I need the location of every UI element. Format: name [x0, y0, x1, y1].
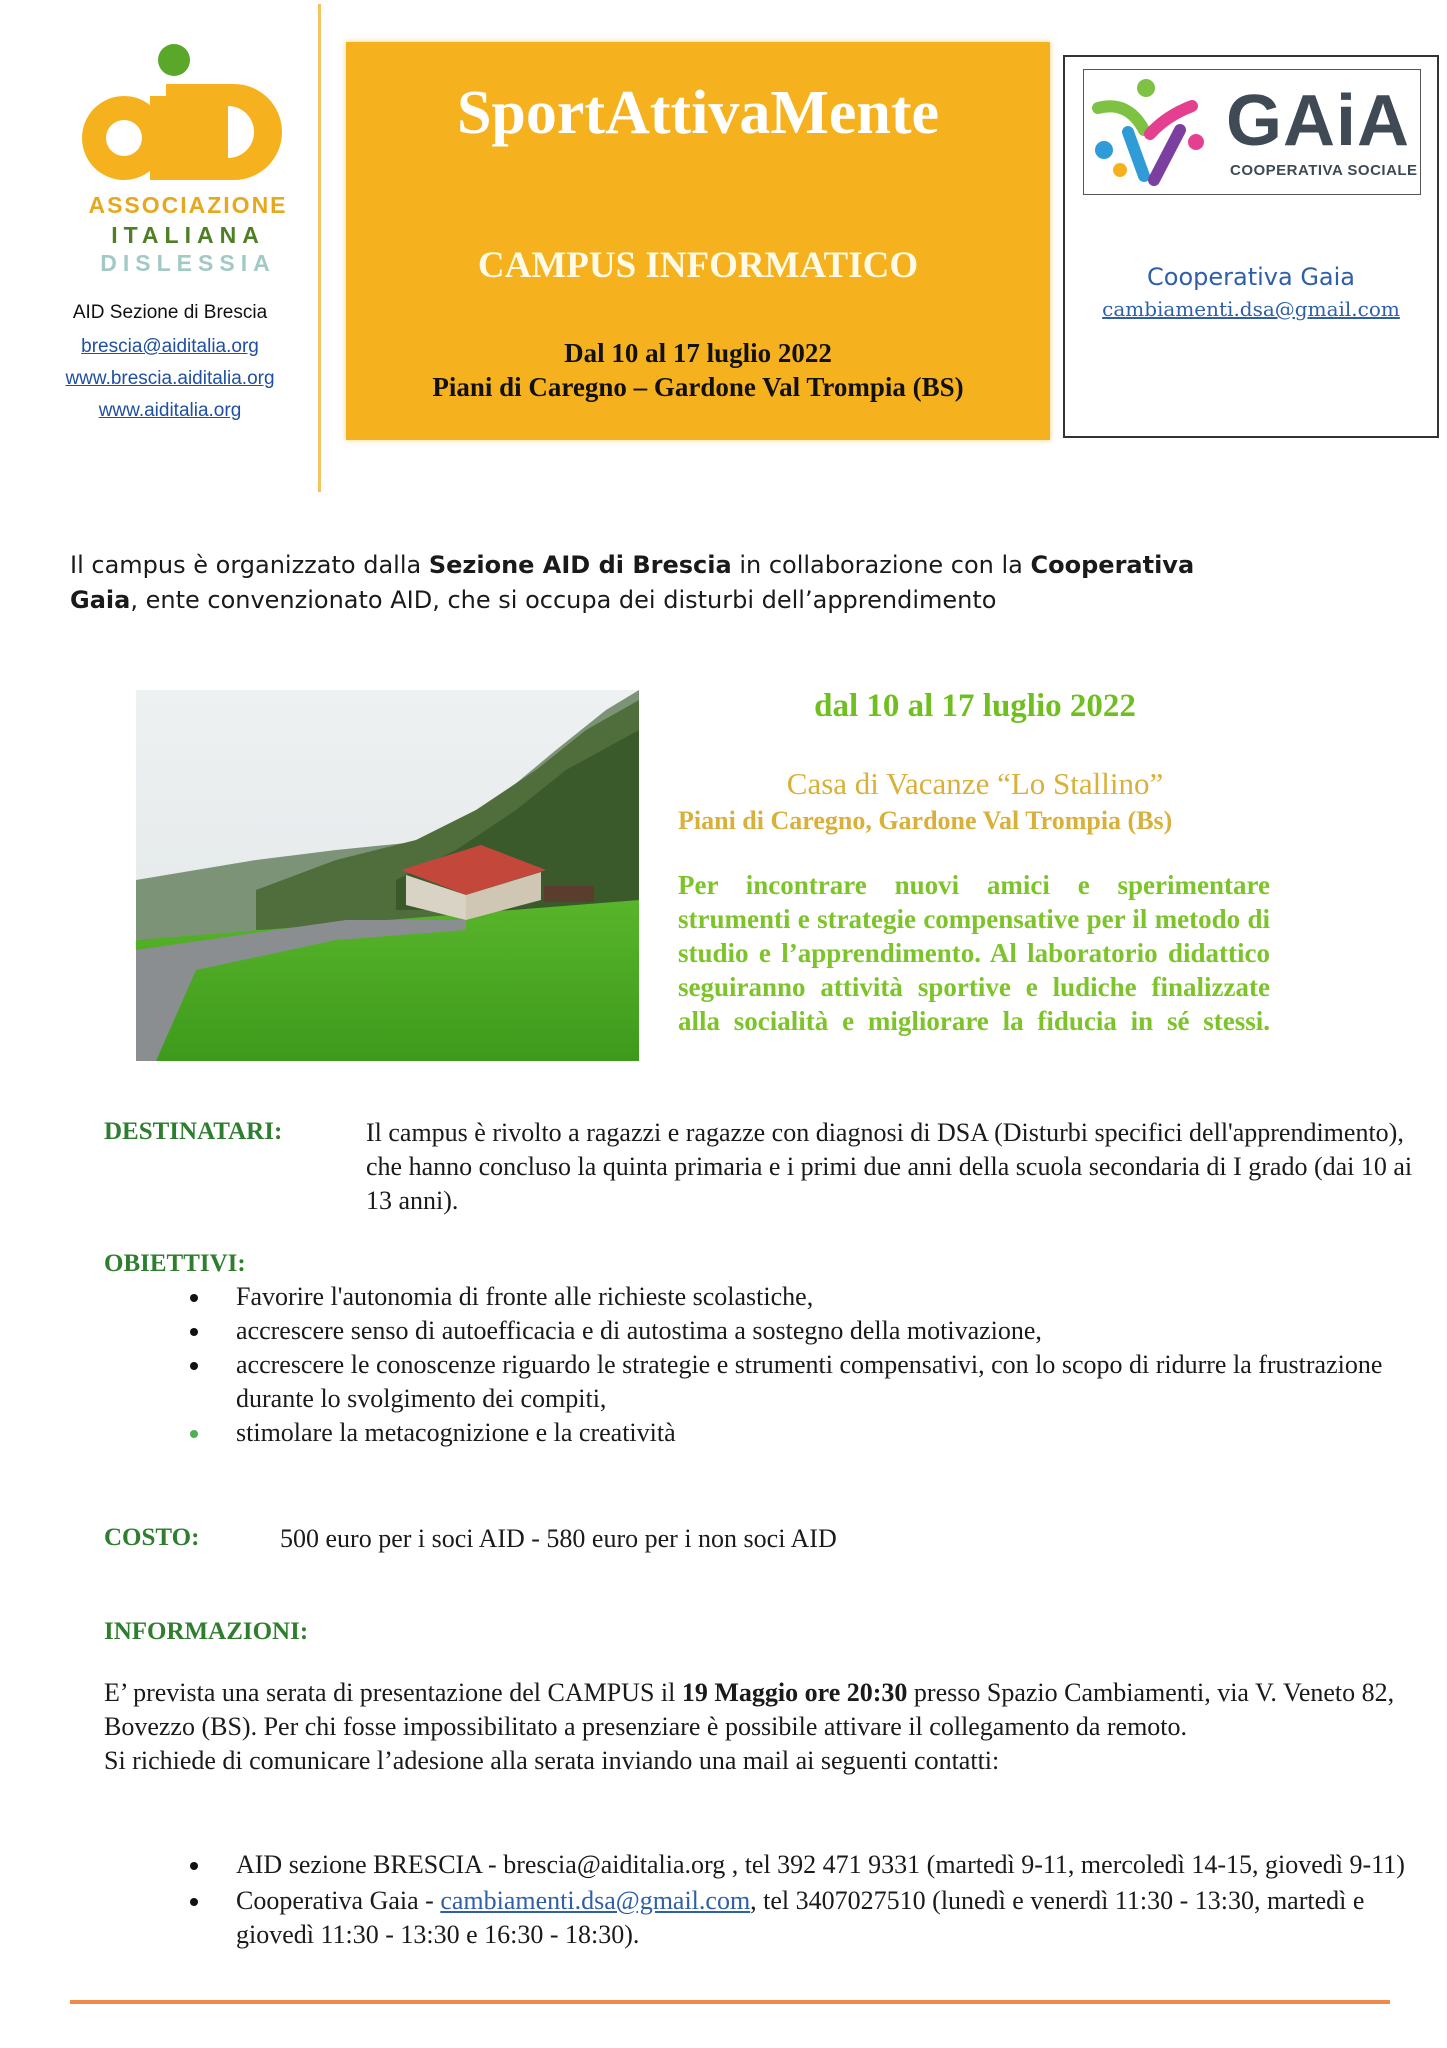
gaia-box: [1063, 55, 1439, 438]
destinatari-text: Il campus è rivolto a ragazzi e ragazze con diagnosi di DSA (Disturbi specifici dell'apprendimento), che hanno concluso la quinta primaria e i primi due anni della scuola secondaria di I grado (dai 10 ai 13 anni).: [366, 1118, 1413, 1215]
obiettivo-text: stimolare la metacognizione e la creatività: [236, 1418, 676, 1447]
costo-label: COSTO:: [104, 1524, 200, 1551]
info-text-2: presso Spazio Cambiamenti, via V. Veneto 82, Bovezzo (BS). Per chi fosse impossibilitato a presenziare è possibile attivare il collegamento da remoto.: [104, 1678, 1395, 1741]
intro-bold-cooperativa: Cooperativa: [1030, 551, 1195, 579]
list-item: [190, 1884, 1430, 1952]
bullet-icon: [190, 1294, 198, 1302]
intro-text-1: Il campus è organizzato dalla: [70, 551, 429, 579]
aid-site-link[interactable]: www.aiditalia.org: [98, 400, 242, 421]
intro-bold-gaia: Gaia: [70, 586, 131, 614]
banner-dates: Dal 10 al 17 luglio 2022: [564, 338, 832, 368]
obiettivi-label: OBIETTIVI:: [104, 1250, 246, 1277]
event-venue: Casa di Vacanze “Lo Stallino”: [786, 766, 1164, 801]
obiettivi-list: [190, 1280, 1390, 1450]
gaia-logo-mark: [1088, 72, 1218, 192]
banner-subtitle: CAMPUS INFORMATICO: [477, 245, 919, 286]
vertical-divider: [318, 4, 321, 492]
campus-photo-image: [136, 690, 639, 1061]
event-place: Piani di Caregno, Gardone Val Trompia (Bs): [678, 806, 1173, 835]
bullet-icon: [190, 1430, 198, 1438]
aid-brescia-site-link[interactable]: www.brescia.aiditalia.org: [65, 368, 275, 389]
aid-logo-word-dislessia: DISLESSIA: [100, 250, 276, 276]
intro-text-3: , ente convenzionato AID, che si occupa dei disturbi dell’apprendimento: [130, 586, 997, 614]
intro-paragraph: [70, 548, 1270, 618]
title-banner: [346, 42, 1050, 440]
list-item: [190, 1280, 1390, 1314]
contact-list: [190, 1848, 1430, 1952]
list-item: [190, 1314, 1390, 1348]
informazioni-label: INFORMAZIONI:: [104, 1618, 309, 1645]
gaia-logo-name: GAiA: [1226, 81, 1410, 161]
info-request-text: Si richiede di comunicare l’adesione alla serata inviando una mail ai seguenti contatti:: [104, 1746, 1000, 1775]
bullet-icon: [190, 1862, 198, 1870]
campus-photo: [136, 690, 639, 1061]
list-item: [190, 1848, 1430, 1882]
contact-gaia-email-link[interactable]: cambiamenti.dsa@gmail.com: [440, 1886, 751, 1915]
aid-email-link[interactable]: brescia@aiditalia.org: [81, 336, 259, 357]
bullet-icon: [190, 1898, 198, 1906]
obiettivo-text: accrescere senso di autoefficacia e di autostima a sostegno della motivazione,: [236, 1316, 1042, 1345]
info-text-1: E’ prevista una serata di presentazione del CAMPUS il: [104, 1678, 682, 1707]
info-date-bold: 19 Maggio ore 20:30: [681, 1678, 908, 1707]
obiettivo-text: Favorire l'autonomia di fronte alle richieste scolastiche,: [236, 1282, 814, 1311]
bullet-icon: [190, 1328, 198, 1336]
bottom-divider: [70, 2000, 1390, 2004]
destinatari-label: DESTINATARI:: [104, 1118, 283, 1145]
aid-logo: [78, 40, 298, 280]
costo-text: 500 euro per i soci AID - 580 euro per i non soci AID: [280, 1524, 837, 1553]
gaia-logo: [1083, 69, 1421, 195]
list-item: [190, 1416, 1390, 1450]
obiettivo-text: accrescere le conoscenze riguardo le strategie e strumenti compensativi, con lo scopo di ridurre la frustrazione durante lo svolgimento dei compiti,: [236, 1350, 1383, 1413]
aid-logo-mark: [78, 40, 298, 190]
gaia-email-link[interactable]: cambiamenti.dsa@gmail.com: [1102, 297, 1400, 321]
intro-text-2: in collaborazione con la: [731, 551, 1031, 579]
aid-section-name: AID Sezione di Brescia: [72, 302, 268, 323]
gaia-logo-tagline: COOPERATIVA SOCIALE: [1230, 162, 1418, 179]
informazioni-text: [104, 1676, 1444, 1778]
event-description: Per incontrare nuovi amici e sperimentare strumenti e strategie compensative per il metodo di studio e l’apprendimento. Al laboratorio didattico seguiranno attività sportive e ludiche finalizzate alla socialità e migliorare la fiducia in sé stessi.: [678, 870, 1270, 1036]
intro-bold-aid: Sezione AID di Brescia: [428, 551, 732, 579]
aid-logo-word-associazione: ASSOCIAZIONE: [88, 192, 288, 218]
banner-location: Piani di Caregno – Gardone Val Trompia (BS): [432, 372, 964, 402]
contact-gaia-details: , tel 3407027510 (lunedì e venerdì 11:30 - 13:30, martedì e giovedì 11:30 - 13:30 e 16:30 - 18:30).: [236, 1886, 1365, 1949]
contact-aid-text: AID sezione BRESCIA - brescia@aiditalia.org , tel 392 471 9331 (martedì 9-11, mercoledì 14-15, giovedì 9-11): [236, 1850, 1405, 1879]
list-item: [190, 1348, 1390, 1416]
gaia-name: Cooperativa Gaia: [1147, 263, 1355, 291]
event-dates: dal 10 al 17 luglio 2022: [814, 688, 1136, 724]
aid-logo-word-italiana: ITALIANA: [111, 222, 265, 248]
banner-title: SportAttivaMente: [456, 79, 940, 147]
contact-gaia-prefix: Cooperativa Gaia -: [236, 1886, 441, 1915]
bullet-icon: [190, 1362, 198, 1370]
aid-contact-block: [40, 302, 300, 432]
